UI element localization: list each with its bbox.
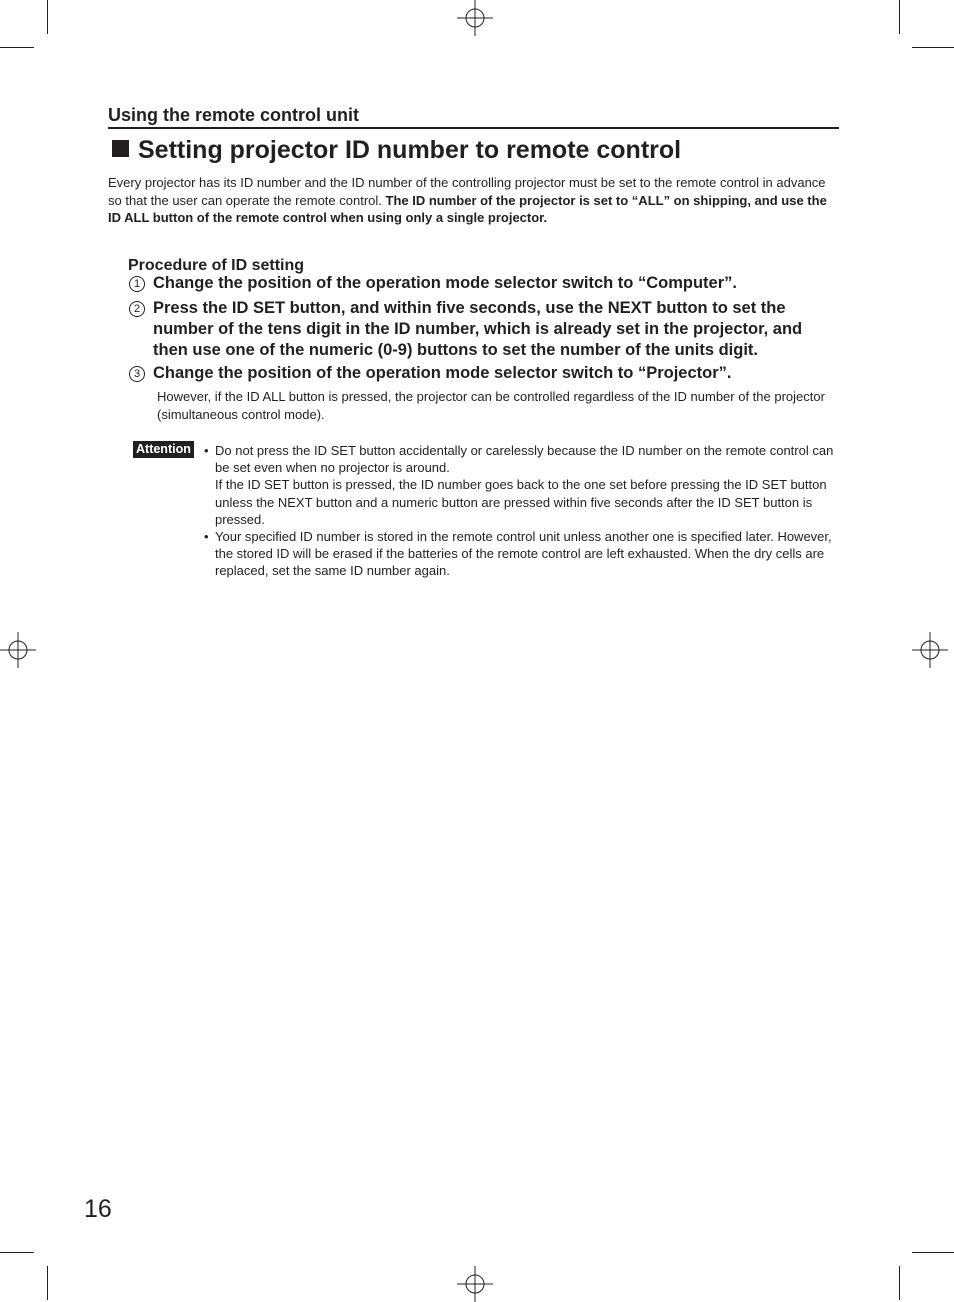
procedure-step [129, 273, 839, 294]
step-text: Press the ID SET button, and within five seconds, use the NEXT button to set the number of the tens digit in the ID number, which is already set in the projector, and then use one of the numeric (0-9) buttons to set the number of the units digit. [153, 299, 803, 359]
bullet-icon: • [204, 529, 209, 545]
procedure-heading: Procedure of ID setting [128, 257, 305, 274]
crop-mark [0, 1252, 34, 1253]
registration-mark-icon [457, 0, 493, 36]
registration-mark-icon [457, 1266, 493, 1302]
section-header [108, 104, 839, 129]
attention-badge: Attention [133, 441, 194, 458]
intro-text: Every projector has its ID number and the ID number of the controlling projector must be set to the remote control in advance so that the user can operate the remote control. [108, 175, 826, 208]
step-number-badge: 1 [129, 276, 145, 292]
crop-mark [899, 0, 900, 34]
step-number-badge: 3 [129, 366, 145, 382]
list-item [204, 528, 840, 580]
intro-bold-text: The ID number of the projector is set to “ALL” on shipping, and use the ID ALL button of the remote control when using only a single projector. [108, 192, 827, 225]
crop-mark [47, 0, 48, 34]
crop-mark [0, 47, 34, 48]
list-item [204, 442, 840, 528]
step-text: Change the position of the operation mode selector switch to “Computer”. [153, 274, 737, 292]
black-square-icon [112, 140, 129, 157]
crop-mark [899, 1266, 900, 1300]
page-title-text: Setting projector ID number to remote control [138, 136, 682, 164]
bullet-icon: • [204, 443, 209, 458]
intro-paragraph [108, 174, 839, 227]
page-number: 16 [84, 1195, 112, 1223]
procedure-note: However, if the ID ALL button is pressed, the projector can be controlled regardless of the ID number of the projector (simultaneous control mode). [157, 389, 825, 422]
page-title [108, 134, 848, 166]
step-text: Change the position of the operation mode selector switch to “Projector”. [153, 364, 732, 382]
procedure-step [129, 298, 839, 361]
crop-mark [912, 47, 954, 48]
attention-text: Your specified ID number is stored in the remote control unit unless another one is specified later. However, the stored ID will be erased if the batteries of the remote control are left exhausted. When the dry cells are replaced, set the same ID number again. [215, 529, 832, 579]
registration-mark-icon [0, 632, 36, 668]
step-number-badge: 2 [129, 301, 145, 317]
registration-mark-icon [912, 632, 948, 668]
attention-text: If the ID SET button is pressed, the ID number goes back to the one set before pressing the ID SET button unless the NEXT button and a numeric button are pressed within five seconds after the ID SET button is pressed. [215, 477, 827, 527]
crop-mark [47, 1266, 48, 1300]
attention-text: Do not press the ID SET button accidentally or carelessly because the ID number on the remote control can be set even when no projector is around. [215, 443, 834, 476]
section-header-text: Using the remote control unit [108, 105, 360, 125]
crop-mark [912, 1252, 954, 1253]
procedure-step [129, 363, 839, 384]
attention-list [204, 442, 840, 580]
